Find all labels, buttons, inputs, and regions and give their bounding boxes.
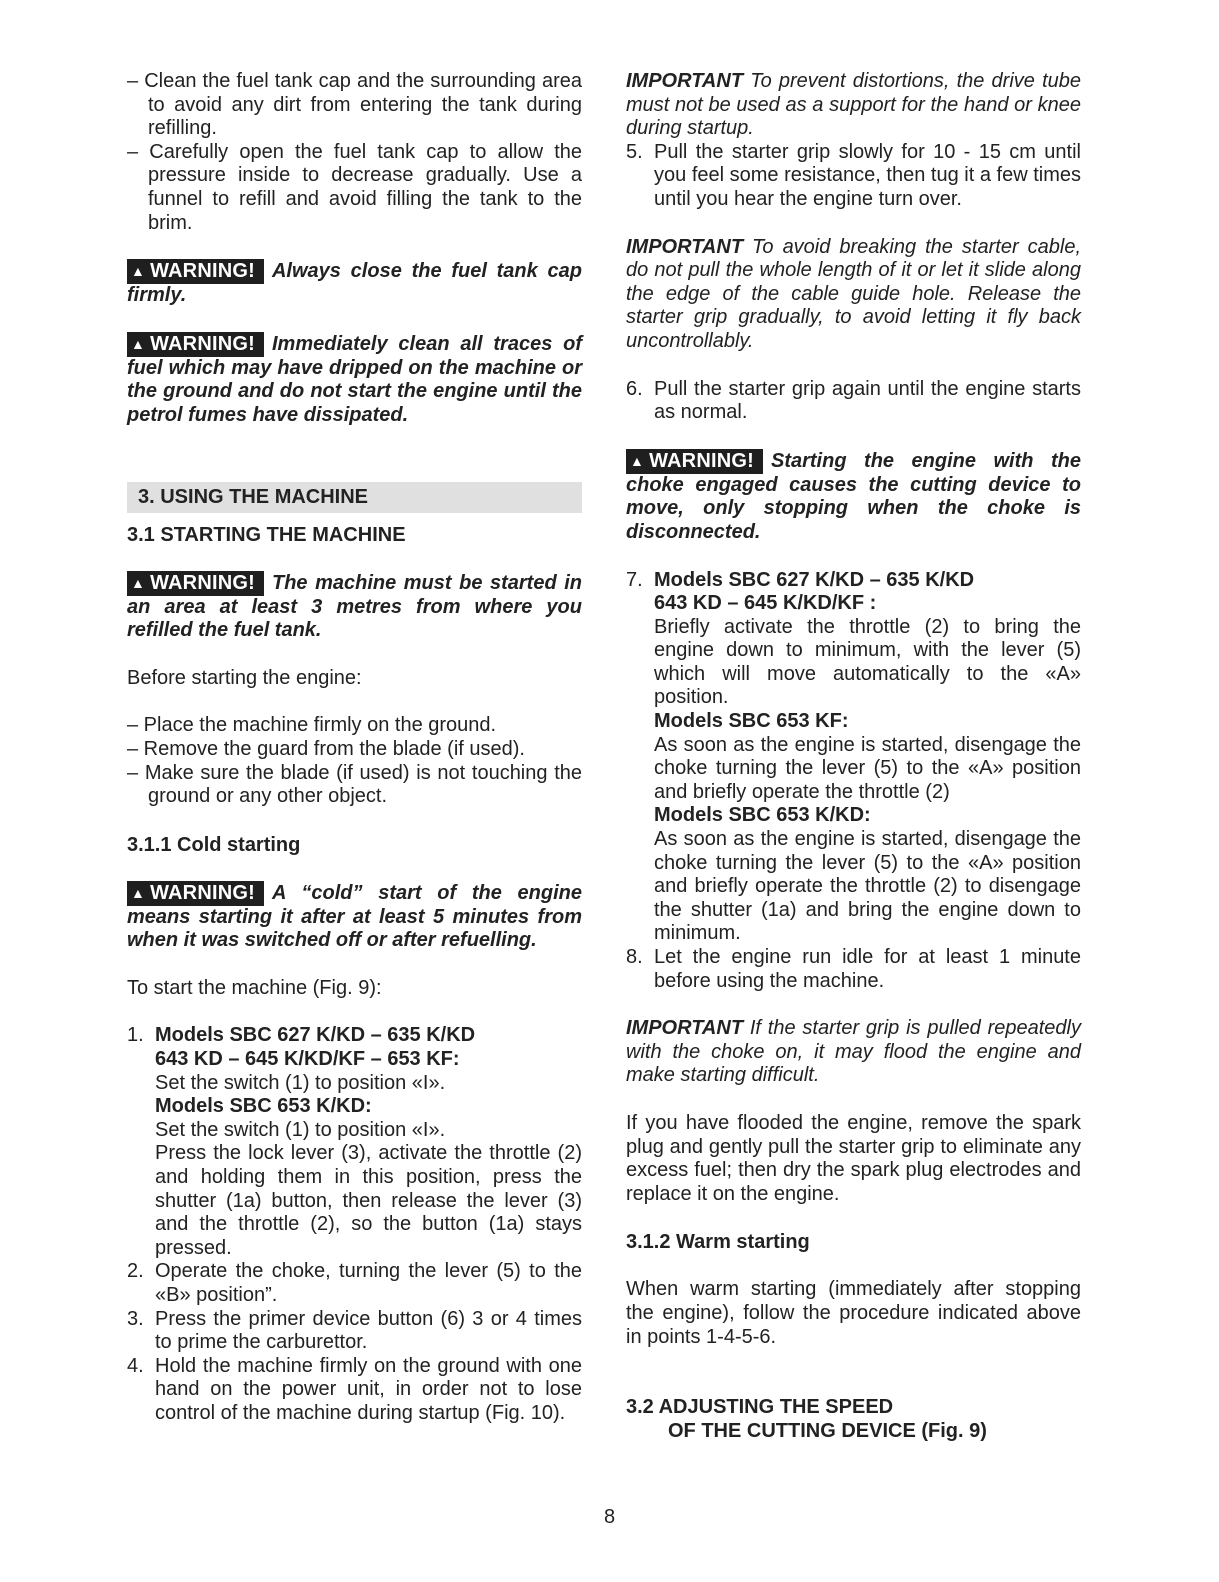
subsection-3-1: 3.1 STARTING THE MACHINE [127,523,406,546]
left-column [127,70,582,1426]
to-start: To start the machine (Fig. 9): [127,976,382,999]
step-3: 3. Press the primer device button (6) 3 or 4 times to prime the carburettor. [127,1307,582,1354]
subsection-3-1-1: 3.1.1 Cold starting [127,833,301,856]
warning-clean-fuel: ▲ WARNING! Immediately clean all traces of fuel which may have dripped on the machine or the ground and do not start the engine until the petrol fumes have dissipated. [127,332,582,426]
before-dash-1: – Place the machine firmly on the ground. [127,714,497,737]
warning-triangle-icon: ▲ [131,884,146,901]
right-column [626,70,1081,1443]
warning-triangle-icon: ▲ [131,335,146,352]
before-starting: Before starting the engine: [127,666,362,689]
important-flood: IMPORTANT If the starter grip is pulled repeatedly with the choke on, it may flood the engine and make starting difficult. [626,1017,1081,1087]
step-8: 8. Let the engine run idle for at least 1 minute before using the machine. [626,946,1081,992]
warning-badge: ▲ WARNING! [127,332,264,357]
step-5: 5. Pull the starter grip slowly for 10 - 15 cm until you feel some resistance, then tug it a few times until you hear the engine turn over. [626,140,1081,210]
step-2: 2. Operate the choke, turning the lever (5) to the «B» position”. [127,1260,582,1306]
page-number: 8 [603,1506,616,1528]
warning-badge: ▲ WARNING! [127,259,264,284]
warning-triangle-icon: ▲ [131,263,146,280]
warning-close-cap: ▲ WARNING! Always close the fuel tank cap firmly. [127,260,582,307]
warning-triangle-icon: ▲ [131,574,146,591]
before-dash-2: – Remove the guard from the blade (if used). [127,737,525,760]
refuel-dash-1: – Clean the fuel tank cap and the surrounding area to avoid any dirt from entering the tank during refilling. [127,70,582,140]
warm-starting-text: When warm starting (immediately after stopping the engine), follow the procedure indicated above in points 1-4-5-6. [626,1278,1081,1348]
warning-cold-start: ▲ WARNING! A “cold” start of the engine means starting it after at least 5 minutes from when it was switched off or after refuelling. [127,881,582,952]
step-6: 6. Pull the starter grip again until the engine starts as normal. [626,377,1081,424]
subsection-3-2: 3.2 ADJUSTING THE SPEED OF THE CUTTING DEVICE (Fig. 9) [626,1396,987,1443]
step-1: 1. Models SBC 627 K/KD – 635 K/KD 643 KD – 645 K/KD/KF – 653 KF: Set the switch (1) to position «I». Models SBC 653 K/KD: Set the switch (1) to position «I». Press the lock lever (3), activate the throttle (2) and holding them in this position, press the shutter (1a) button, then release the lever (3) and the throttle (2), so the button (1a) stays pressed. [127,1024,582,1259]
important-starter-cable: IMPORTANT To avoid breaking the starter cable, do not pull the whole length of it or let it slide along the edge of the cable guide hole. Release the starter grip gradually, to avoid letting it fly back uncontrollably. [626,235,1081,352]
section-title: 3. USING THE MACHINE [127,482,582,513]
warning-badge: ▲ WARNING! [127,571,264,596]
important-drive-tube: IMPORTANT To prevent distortions, the drive tube must not be used as a support for the hand or knee during startup. [626,70,1081,140]
refuel-dash-2: – Carefully open the fuel tank cap to allow the pressure inside to decrease gradually. Use a funnel to refill and avoid filling the tank to the brim. [127,140,582,234]
warning-badge: ▲ WARNING! [626,449,763,474]
before-dash-3: – Make sure the blade (if used) is not touching the ground or any other object. [127,761,582,808]
subsection-3-1-2: 3.1.2 Warm starting [626,1231,810,1254]
warning-choke-engaged: ▲ WARNING! Starting the engine with the choke engaged causes the cutting device to move, only stopping when the choke is disconnected. [626,449,1081,543]
step-4: 4. Hold the machine firmly on the ground with one hand on the power unit, in order not to lose control of the machine during startup (Fig. 10). [127,1354,582,1424]
warning-start-distance: ▲ WARNING! The machine must be started in an area at least 3 metres from where you refilled the fuel tank. [127,571,582,642]
step-7: 7. Models SBC 627 K/KD – 635 K/KD 643 KD – 645 K/KD/KF : Briefly activate the throttle (2) to bring the engine down to minimum, with the lever (5) which will move automatically to the «A» position. Models SBC 653 KF: As soon as the engine is started, disengage the choke turning the lever (5) to the «A» position and briefly operate the throttle (2) Models SBC 653 K/KD: As soon as the engine is started, disengage the choke turning the lever (5) to the «A» position and briefly operate the throttle (2) to disengage the shutter (1a) and bring the engine down to minimum. [626,568,1081,945]
warning-badge: ▲ WARNING! [127,881,264,906]
flooded-engine-text: If you have flooded the engine, remove the spark plug and gently pull the starter grip to eliminate any excess fuel; then dry the spark plug electrodes and replace it on the engine. [626,1111,1081,1205]
warning-triangle-icon: ▲ [630,452,645,469]
